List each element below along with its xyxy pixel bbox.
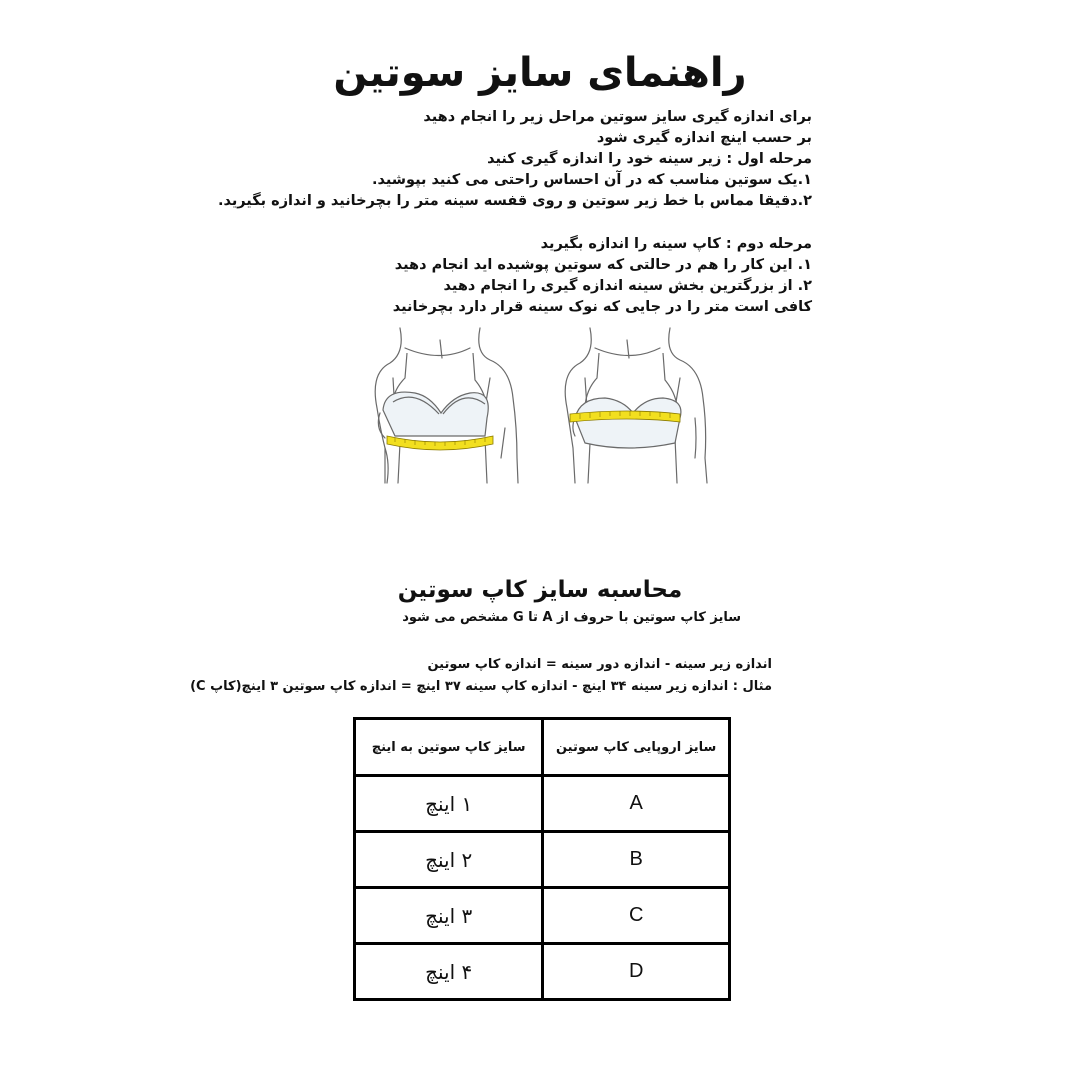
spacer [212,212,812,234]
page-title: راهنمای سایز سوتین [333,50,747,96]
cell-european: C [543,888,730,944]
formula-block [190,654,772,698]
instruction-line: مرحله اول : زیر سینه خود را اندازه گیری کنید [487,151,812,167]
header-european-size: سایز اروپایی کاپ سوتین [543,719,730,776]
table-row [355,776,730,832]
cell-inch: ۳ اینچ [355,888,543,944]
cell-european: D [543,944,730,1000]
table-row [355,888,730,944]
measurement-illustration [345,318,725,498]
cup-section-title: محاسبه سایز کاپ سوتین [397,577,683,603]
formula-line: اندازه زیر سینه - اندازه دور سینه = اندازه کاپ سوتین [427,657,772,672]
instruction-line: مرحله دوم : کاپ سینه را اندازه بگیرید [540,236,812,252]
instruction-line: برای اندازه گیری سایز سوتین مراحل زیر را انجام دهید [423,109,812,125]
torso-drawings [345,318,725,498]
instruction-line: کافی است متر را در جایی که نوک سینه قرار دارد بچرخانید [392,299,812,315]
example-line: مثال : اندازه زیر سینه ۳۴ اینچ - اندازه کاپ سینه ۳۷ اینچ = اندازه کاپ سوتین ۳ اینچ(کاپ C) [190,679,772,694]
cell-inch: ۱ اینچ [355,776,543,832]
instructions [212,107,812,318]
instruction-line: ۲.دقیقا مماس با خط زیر سوتین و روی قفسه سینه متر را بچرخانید و اندازه بگیرید. [217,193,812,209]
instruction-line: بر حسب اینچ اندازه گیری شود [596,130,812,146]
table-row [355,944,730,1000]
table-row [355,832,730,888]
bra-left [383,353,488,436]
cell-inch: ۲ اینچ [355,832,543,888]
cell-inch: ۴ اینچ [355,944,543,1000]
instruction-line: ۱.یک سوتین مناسب که در آن احساس راحتی می کنید بپوشید. [371,172,812,188]
instruction-line: ۱. این کار را هم در حالتی که سوتین پوشیده اید انجام دهید [394,257,812,273]
instruction-line: ۲. از بزرگترین بخش سینه اندازه گیری را انجام دهید [443,278,812,294]
tape-underbust [387,436,493,450]
cup-size-note: سایز کاپ سوتین با حروف از A تا G مشخص می شود [402,610,741,625]
cell-european: B [543,832,730,888]
bra-right [575,353,681,448]
table-header-row [355,719,730,776]
cup-size-table [353,717,731,1001]
header-inch-size: سایز کاپ سوتین به اینچ [355,719,543,776]
cell-european: A [543,776,730,832]
